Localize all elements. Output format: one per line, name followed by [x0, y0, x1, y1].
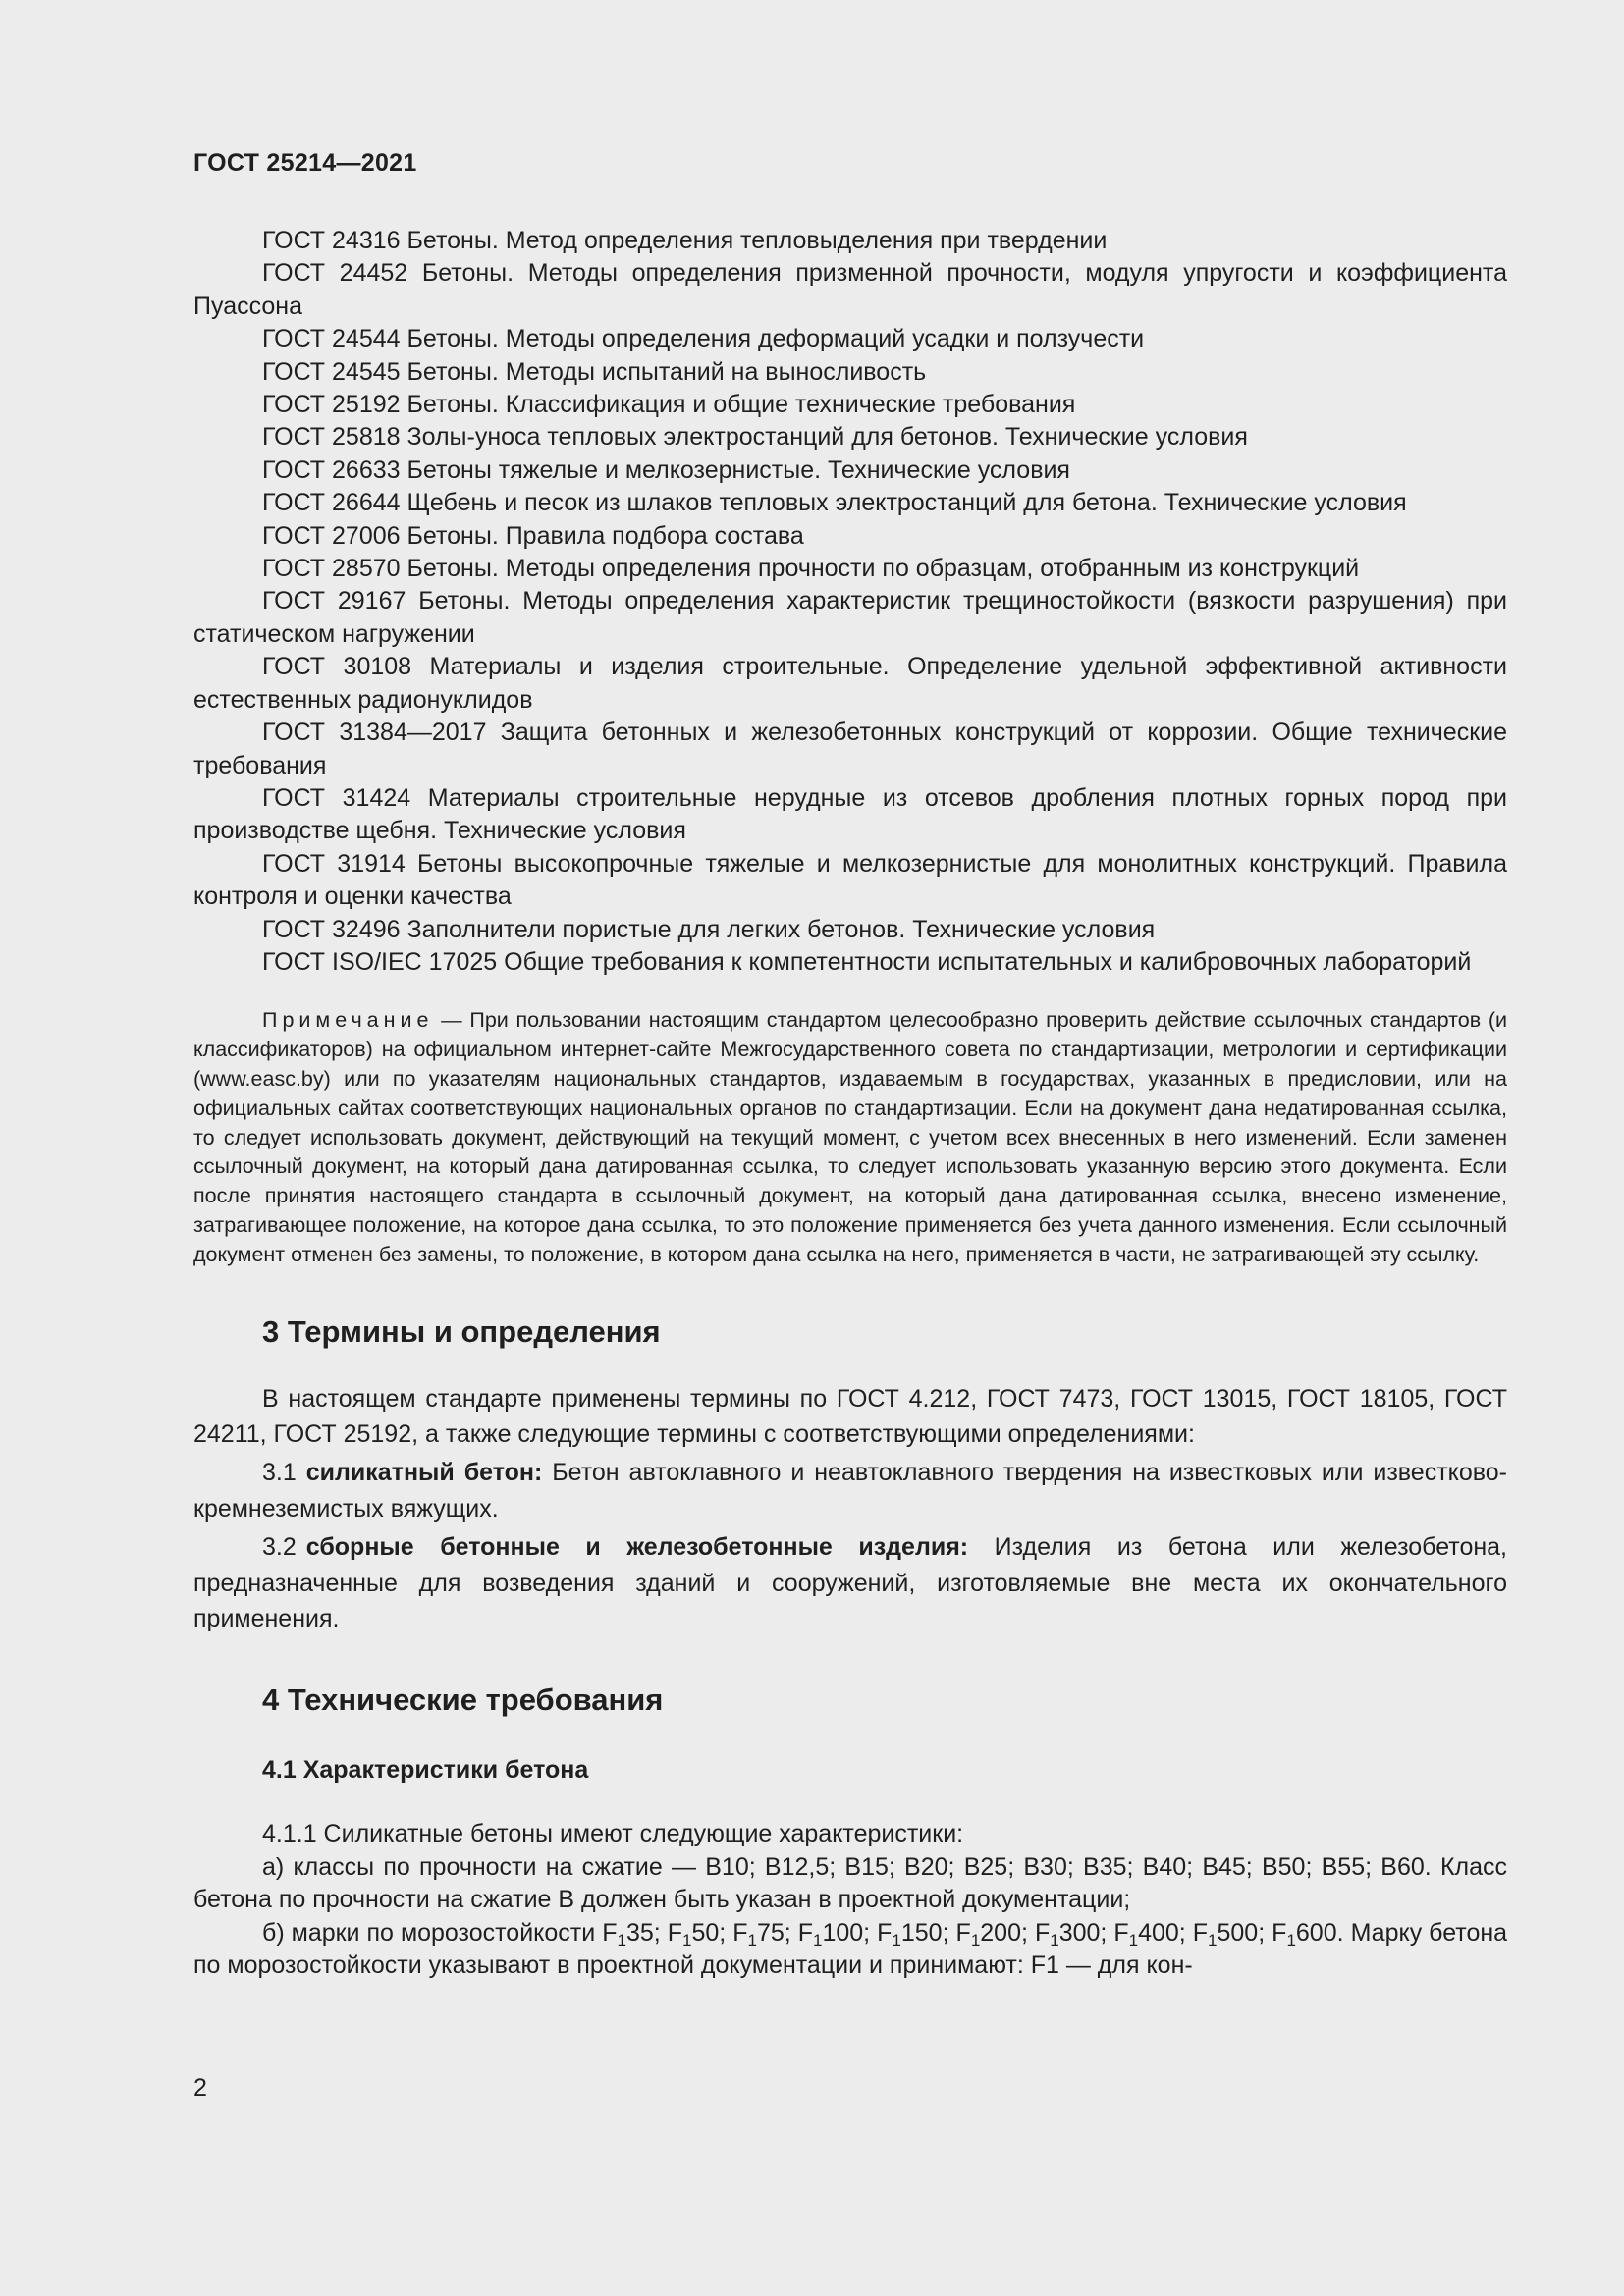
list-item-b-prefix: б) марки по морозостойкости: [262, 1918, 603, 1947]
section-4-title: 4 Технические требования: [262, 1682, 664, 1718]
frost-mark: $F_1300$;: [1034, 1918, 1114, 1949]
term-name: сборные бетонные и железобетонные изделия:: [305, 1533, 969, 1562]
document-code-header: ГОСТ 25214—2021: [193, 149, 417, 177]
section-3-intro: В настоящем стандарте применены термины по ГОСТ 4.212, ГОСТ 7473, ГОСТ 13015, ГОСТ 18105, ГОСТ 24211, ГОСТ 25192, а также следующие термины с соответствующими определениями:: [193, 1384, 1507, 1448]
reference-item: ГОСТ 24452 Бетоны. Методы определения призменной прочности, модуля упругости и коэффициента Пуассона: [193, 259, 1507, 320]
reference-item: ГОСТ 31424 Материалы строительные нерудные из отсевов дробления плотных горных пород при производстве щебня. Технические условия: [193, 783, 1507, 845]
frost-mark: $F_1200$;: [955, 1918, 1035, 1949]
note-text: — При пользовании настоящим стандартом целесообразно проверить действие ссылочных стандартов (и классификаторов) на официальном интернет-сайте Межгосударственного совета по стандартизации, метрологии и сертификации (www.easc.by) или по указателям национальных стандартов, издаваемым в государствах, указанных в предисловии, или на официальных сайтах соответствующих национальных органов по стандартизации. Если на документ дана недатированная ссылка, то следует использовать документ, действующий на текущий момент, с учетом всех внесенных в него изменений. Если заменен ссылочный документ, на который дана датированная ссылка, то следует использовать указанную версию этого документа. Если после принятия настоящего стандарта в ссылочный документ, на который дана датированная ссылка, внесено изменение, затрагивающее положение, на которое дана ссылка, то это положение применяется без учета данного изменения. Если ссылочный документ отменен без замены, то положение, в котором дана ссылка на него, применяется в части, не затрагивающей эту ссылку.: [193, 1008, 1507, 1266]
reference-item: ГОСТ 27006 Бетоны. Правила подбора состава: [262, 521, 804, 550]
frost-mark: $F_135$;: [602, 1918, 668, 1949]
reference-item: ГОСТ 24545 Бетоны. Методы испытаний на выносливость: [262, 357, 927, 386]
note-label: Примечание: [262, 1008, 434, 1033]
subsection-4-1-title: 4.1 Характеристики бетона: [262, 1756, 589, 1785]
term-3-1: [193, 1455, 1507, 1526]
list-item-b-suffix: Марку бетона по морозостойкости указывают в проектной документации и принимают: F1 — для кон-: [193, 1918, 1508, 1979]
frost-resistance-marks: [602, 1919, 1343, 1947]
reference-item: ГОСТ 26633 Бетоны тяжелые и мелкозернистые. Технические условия: [262, 455, 1070, 484]
term-name: силикатный бетон:: [305, 1459, 543, 1487]
reference-item: ГОСТ 24316 Бетоны. Метод определения тепловыделения при твердении: [262, 227, 1108, 254]
frost-mark: $F_150$;: [667, 1918, 733, 1949]
list-item-a: а) классы по прочности на сжатие — В10; В12,5; В15; В20; В25; В30; В35; В40; В45; В50; В55; В60. Класс бетона по прочности на сжатие В должен быть указан в проектной документации;: [193, 1852, 1507, 1914]
term-definition: Бетон автоклавного и неавтоклавного твердения на известковых или известково-кремнеземистых вяжущих.: [193, 1459, 1507, 1522]
reference-item: ГОСТ 31914 Бетоны высокопрочные тяжелые и мелкозернистые для монолитных конструкций. Правила контроля и оценки качества: [193, 849, 1507, 911]
reference-item: ГОСТ 28570 Бетоны. Методы определения прочности по образцам, отобранным из конструкций: [262, 555, 1360, 583]
normative-references-list: [193, 225, 1507, 979]
reference-item: ГОСТ 26644 Щебень и песок из шлаков тепловых электростанций для бетона. Технические условия: [262, 489, 1407, 517]
reference-item: ГОСТ 25192 Бетоны. Классификация и общие технические требования: [262, 391, 1076, 419]
references-note: [193, 1006, 1507, 1269]
section-3-title: 3 Термины и определения: [262, 1313, 661, 1349]
reference-item: ГОСТ 30108 Материалы и изделия строительные. Определение удельной эффективной активности естественных радионуклидов: [193, 653, 1507, 714]
reference-item: ГОСТ 31384—2017 Защита бетонных и железобетонных конструкций от коррозии. Общие технические требования: [193, 719, 1507, 779]
clause-4-1-1: 4.1.1 Силикатные бетоны имеют следующие характеристики:: [262, 1820, 964, 1848]
term-3-2: [193, 1529, 1507, 1636]
frost-mark: $F_1100$;: [797, 1918, 878, 1949]
list-item-b: [193, 1917, 1507, 1983]
term-number: 3.2: [262, 1533, 297, 1562]
frost-mark: $F_175$;: [732, 1918, 798, 1949]
page-number: 2: [193, 2074, 207, 2102]
page-content: [193, 225, 1507, 1982]
reference-item: ГОСТ 29167 Бетоны. Методы определения характеристик трещиностойкости (вязкости разрушения) при статическом нагружении: [193, 587, 1507, 648]
term-number: 3.1: [262, 1459, 297, 1487]
frost-mark: $F_1150$;: [877, 1918, 956, 1949]
reference-item: ГОСТ 32496 Заполнители пористые для легких бетонов. Технические условия: [262, 915, 1156, 943]
reference-item: ГОСТ 24544 Бетоны. Методы определения деформаций усадки и ползучести: [262, 325, 1145, 353]
frost-mark: $F_1600$.: [1272, 1918, 1344, 1949]
frost-mark: $F_1400$;: [1113, 1918, 1193, 1949]
reference-item: ГОСТ 25818 Золы-уноса тепловых электростанций для бетонов. Технические условия: [262, 423, 1248, 452]
frost-mark: $F_1500$;: [1192, 1918, 1272, 1949]
reference-item: ГОСТ ISO/IEC 17025 Общие требования к компетентности испытательных и калибровочных лабораторий: [262, 947, 1472, 976]
term-definition: Изделия из бетона или железобетона, предназначенные для возведения зданий и сооружений, изготовляемые вне места их окончательного применения.: [193, 1533, 1508, 1632]
